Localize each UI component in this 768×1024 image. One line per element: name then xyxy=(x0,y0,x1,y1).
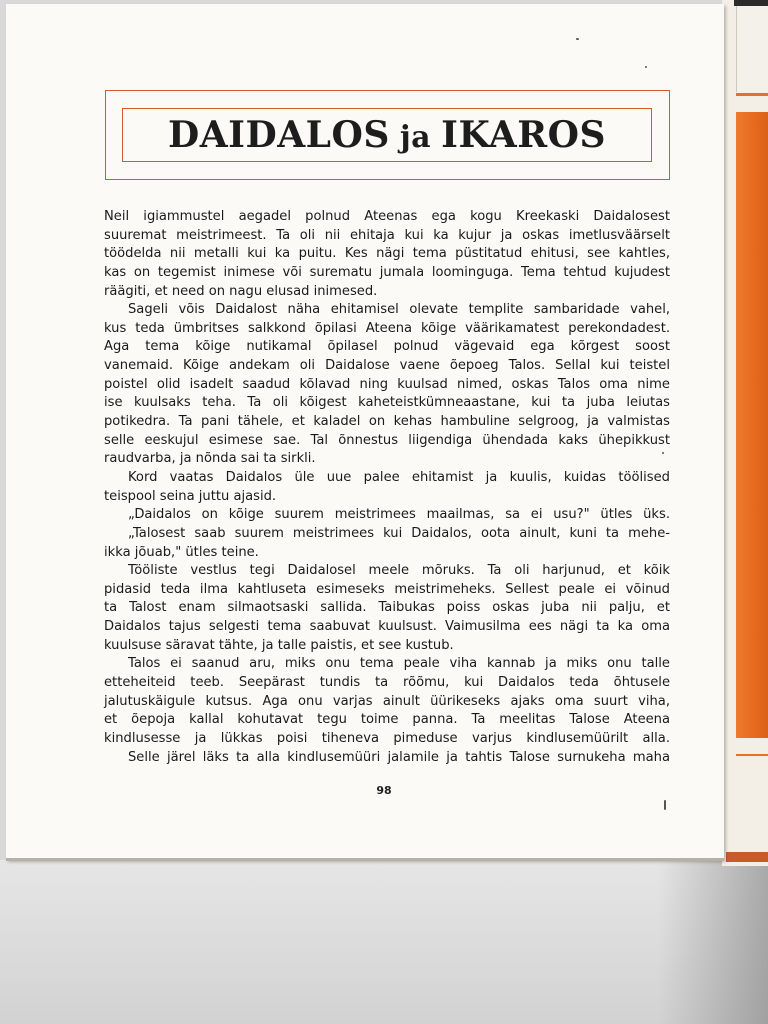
text-line: Sageli võis Daidalost näha ehitamisel olevate templite sambaridade vahel, xyxy=(128,302,670,318)
scanner-shadow xyxy=(658,860,768,1024)
book-edge-bottom xyxy=(726,852,768,862)
text-line: pidasid teda ilma kahtluseta esimeseks meistrimeheks. Sellest peale ei võinud xyxy=(104,581,670,597)
text-line: Talos ei saanud aru, miks onu tema peale viha kannab ja miks onu talle xyxy=(128,656,670,672)
title-word-ikaros: IKAROS xyxy=(441,114,606,156)
text-line: Aga tema kõige nutikamal õpilasel polnud vägevaid ega kõrgest soost xyxy=(104,339,670,355)
body-text xyxy=(104,208,670,767)
text-line: etteheiteid teeb. Seepärast tundis ta rõõmu, kui Daidalos teda õhtusele xyxy=(104,675,670,691)
book-edge-dark-corner xyxy=(734,0,768,6)
title-frame-inner xyxy=(122,108,652,162)
text-line: Kord vaatas Daidalos üle uue palee ehitamist ja kuulis, kuidas töölised xyxy=(128,469,670,485)
next-page-edge xyxy=(736,0,768,92)
text-line: kuulsuse säravat tähte, ja talle paistis, et see kustub. xyxy=(104,637,454,653)
text-line: kas on tegemist inimese või surematu jumala loominguga. Tema tehtud kujudest xyxy=(104,264,670,280)
text-line: ikka jõuab," ütles teine. xyxy=(104,544,259,560)
text-line: Daidalos tajus selgesti tema saabuvat kuulsust. Vaimusilma ees nägi ta ka oma xyxy=(104,619,670,635)
scan-speck xyxy=(664,800,666,810)
text-line: Neil igiammustel aegadel polnud Ateenas ega kogu Kreekaski Daidalosest xyxy=(104,209,670,224)
text-line: kus teda ümbritses salkkond õpilasi Ateena kõige väärikamatest perekondadest. xyxy=(104,320,670,336)
text-line: jalutuskäigule kutsus. Aga onu varjas ainult üürikeseks ajaks oma suurt viha, xyxy=(104,693,670,709)
text-line: kindlusesse ja lükkas poisi tiheneva pimeduse varjus kindlusemüürilt alla. xyxy=(104,730,670,746)
text-line: poistel olid isadelt saadud kõlavad ning kuulsad nimed, oskas Talos oma nime xyxy=(104,376,670,392)
book-edge-stripe xyxy=(736,93,768,96)
text-line: Tööliste vestlus tegi Daidalosel meele mõruks. Ta oli harjunud, et kõik xyxy=(128,563,670,579)
text-line: Selle järel läks ta alla kindlusemüüri jalamile ja tahtis Talose surnukeha maha xyxy=(128,749,670,765)
text-line: selle eeskujul esimese sae. Tal õnnestus liigendiga ühendada kaks ühepikkust xyxy=(104,432,670,448)
scan-speck xyxy=(576,38,579,40)
text-line: vanemaid. Kõige andekam oli Daidalose vaene õepoeg Talos. Sellal kui teistel xyxy=(104,358,670,374)
text-line: suuremat meistrimeest. Ta oli nii ehitaja kui ka kujur ja oskas imetlusväärselt xyxy=(104,227,670,243)
scan-speck xyxy=(662,452,664,454)
text-line: ta Talost enam silmaotsaski sallida. Taibukas poiss oskas juba nii palju, et xyxy=(104,600,670,616)
text-line: töödelda nii metalli kui ka puitu. Kes nägi tema püstitatud ehitusi, see kahtles, xyxy=(104,246,670,262)
book-edge-orange-band xyxy=(736,112,768,738)
book-edge-stripe-lower xyxy=(736,754,768,756)
text-line: raudvarba, ja nõnda sai ta sirkli. xyxy=(104,451,316,467)
text-line: et õepoja kallal kohutavat tegu toime panna. Ta meelitas Talose Ateena xyxy=(104,712,670,728)
chapter-title xyxy=(168,114,606,156)
page-bottom-edge xyxy=(6,858,724,861)
page-number: 98 xyxy=(376,784,392,797)
text-line: ise kuulsaks teha. Ta oli kõigest kaheteistkümneaastane, kui ta juba leiutas xyxy=(104,395,670,411)
text-line: „Daidalos on kõige suurem meistrimees maailmas, sa ei usu?" ütles üks. xyxy=(128,507,670,523)
text-line: potikedra. Ta pani tähele, et kaladel on kehas hambuline selgroog, ja valmistas xyxy=(104,414,670,430)
text-line: „Talosest saab suurem meistrimees kui Daidalos, oota ainult, kuni ta mehe- xyxy=(128,525,670,541)
text-line: teispool seina juttu ajasid. xyxy=(104,488,277,504)
title-word-ja: ja xyxy=(399,120,432,155)
text-line: räägiti, et need on nagu elusad inimesed. xyxy=(104,283,378,299)
scanner-background xyxy=(0,860,768,1024)
title-word-daidalos: DAIDALOS xyxy=(168,114,390,156)
scan-speck xyxy=(645,66,647,68)
